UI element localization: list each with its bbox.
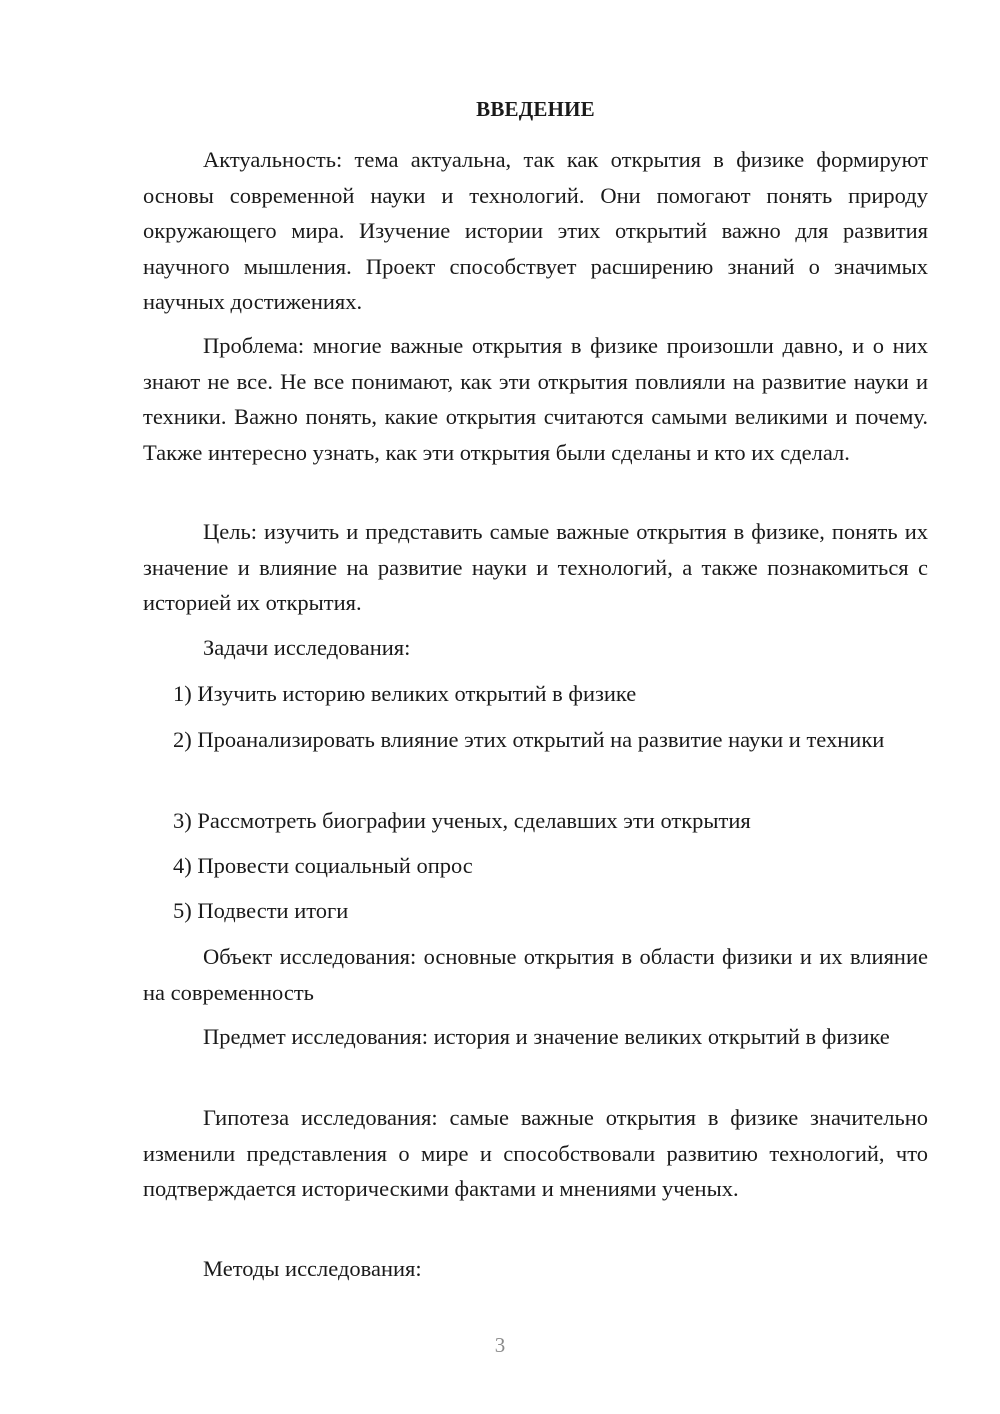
task-item-2: 2) Проанализировать влияние этих открытий на развитие науки и техники xyxy=(173,727,885,752)
tasks-heading: Задачи исследования: xyxy=(203,635,411,660)
task-item-4: 4) Провести социальный опрос xyxy=(173,853,473,878)
task-item-3: 3) Рассмотреть биографии ученых, сделавших эти открытия xyxy=(173,808,751,833)
paragraph-relevance: Актуальность: тема актуальна, так как открытия в физике формируют основы современной науки и технологий. Они помогают понять природу окружающего мира. Изучение истории этих открытий важно для развития научного мышления. Проект способствует расширению знаний о значимых научных достижениях. xyxy=(143,147,928,314)
task-item-1: 1) Изучить историю великих открытий в физике xyxy=(173,681,637,706)
paragraph-object: Объект исследования: основные открытия в области физики и их влияние на современность xyxy=(143,944,928,1005)
page-number: 3 xyxy=(494,1333,506,1357)
paragraph-goal: Цель: изучить и представить самые важные открытия в физике, понять их значение и влияние на развитие науки и технологий, а также познакомиться с историей их открытия. xyxy=(143,519,928,615)
methods-heading: Методы исследования: xyxy=(203,1256,422,1281)
section-title: ВВЕДЕНИЕ xyxy=(476,97,595,121)
paragraph-hypothesis: Гипотеза исследования: самые важные открытия в физике значительно изменили представления о мире и способствовали развитию технологий, что подтверждается историческими фактами и мнениями ученых. xyxy=(143,1105,928,1201)
document-page xyxy=(143,0,928,1414)
task-item-5: 5) Подвести итоги xyxy=(173,898,349,923)
paragraph-subject: Предмет исследования: история и значение великих открытий в физике xyxy=(203,1024,890,1049)
paragraph-problem: Проблема: многие важные открытия в физике произошли давно, и о них знают не все. Не все понимают, как эти открытия повлияли на развитие науки и техники. Важно понять, какие открытия считаются самыми великими и почему. Также интересно узнать, как эти открытия были сделаны и кто их сделал. xyxy=(143,333,928,465)
